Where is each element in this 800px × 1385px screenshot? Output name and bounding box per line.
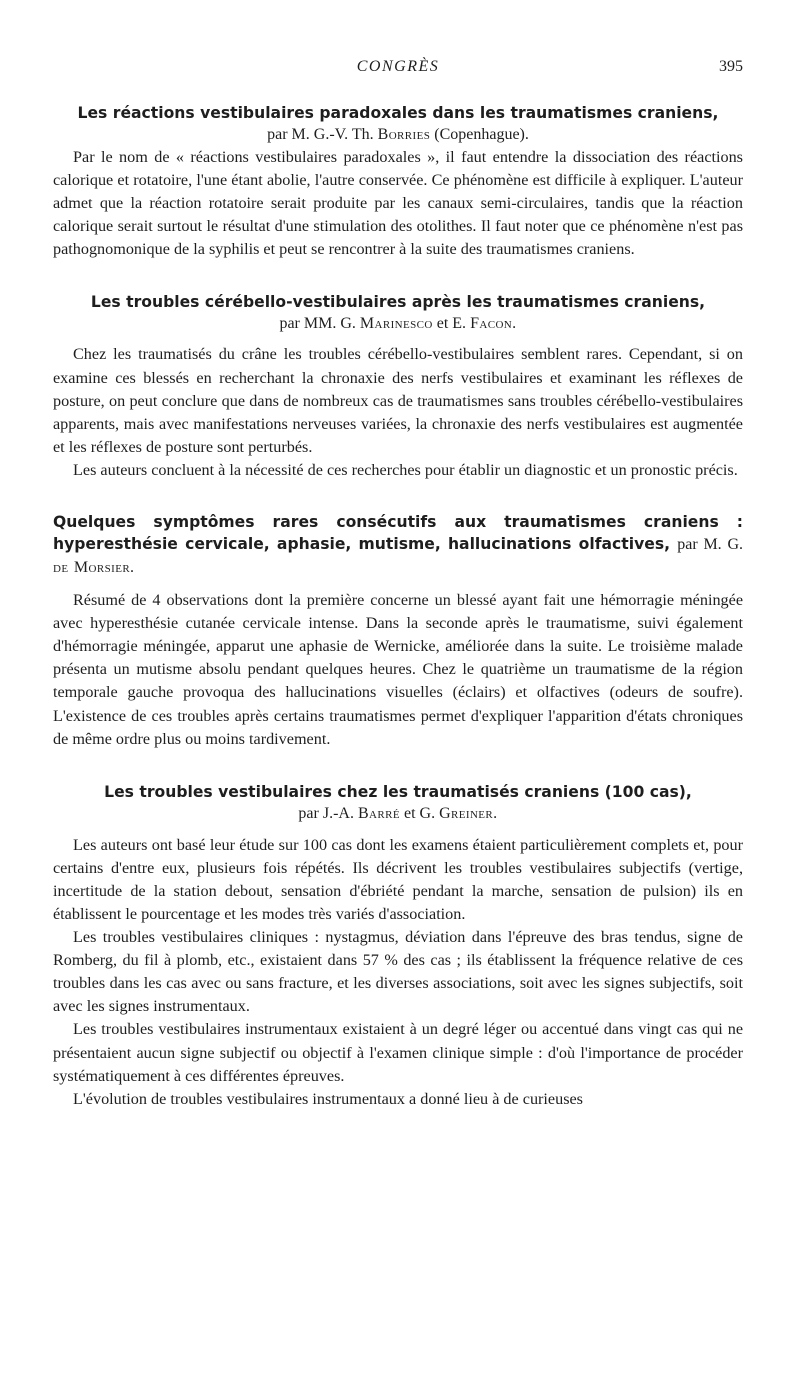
article-paragraph: Les auteurs ont basé leur étude sur 100 cas dont les examens étaient particulièrement complets et, pour certains d'entre eux, plusieurs fois répétés. Ils décrivent les troubles vestibulaires subjectifs (vertige, incertitude de la station debout, sensation d'ébriété pendant la marche, sensation de pulsion) ils en établissent le pourcentage et les modes très variés d'association. [53, 835, 743, 923]
author-name: Barré [357, 804, 400, 822]
byline-mid: et E. [436, 315, 467, 333]
article-title-text: Les troubles cérébello-vestibulaires après les traumatismes craniens, [90, 293, 706, 312]
article-de-morsier [53, 511, 743, 751]
article-paragraph: Résumé de 4 observations dont la première concerne un blessé ayant fait une hémorragie méningée avec hyperesthésie cutanée cervicale intense. Dans la seconde après le traumatisme, suivi également d'hémorragie méningée, apparut une aphasie de Wernicke, améliorée dans la suite. Le troisième malade présenta un mutisme absolu pendant quelques heures. Chez le quatrième un traumatisme de la région temporale gauche provoqua des hallucinations visuelles (éclairs) et olfactives (odeurs de soufre). L'existence de ces troubles après certains traumatismes permet d'expliquer l'apparition d'états chroniques de même ordre plus ou moins tardivement. [53, 591, 743, 748]
article-paragraph: Les troubles vestibulaires cliniques : nystagmus, déviation dans l'épreuve des bras tendus, signe de Romberg, du fil à plomb, etc., existaient dans 57 % des cas ; ils établissent la fréquence relative de ces troubles dans les cas avec ou sans fracture, et les diverses associations, soit avec les signes subjectifs, soit avec les signes instrumentaux. [53, 928, 743, 1016]
byline-suffix: (Copenhague). [434, 126, 529, 143]
article-paragraph: Les auteurs concluent à la nécessité de ces recherches pour établir un diagnostic et un pronostic précis. [73, 460, 738, 479]
author-name-2: Greiner. [439, 804, 498, 822]
author-particle: de [53, 559, 69, 577]
author-name: Morsier. [73, 559, 135, 577]
author-name: Borries [377, 126, 431, 143]
article-title-text: Les troubles vestibulaires chez les traumatisés craniens (100 cas), [104, 782, 692, 801]
journal-page [53, 0, 743, 1385]
byline-mid: et G. [403, 804, 436, 822]
article-marinesco-facon [53, 291, 743, 482]
article-borries [53, 102, 743, 261]
article-barre-greiner [53, 781, 743, 1111]
article-body [53, 343, 743, 482]
running-head [53, 58, 743, 86]
article-byline [53, 124, 743, 146]
article-title-text: Quelques symptômes rares consécutifs aux traumatismes craniens : hyperesthésie cervicale, aphasie, mutisme, hallucinations olfactives, [53, 513, 743, 554]
article-paragraph: Par le nom de « réactions vestibulaires paradoxales », il faut entendre la dissociation des réactions calorique et rotatoire, l'une étant abolie, l'autre conservée. Ce phénomène est difficile à expliquer. L'auteur admet que la réaction rotatoire serait produite par les canaux semi-circulaires, tandis que la réaction calorique serait surtout le résultat d'une stimulation des otolithes. Il faut noter que ce phénomène n'est pas pathognomonique de la syphilis et peut se rencontrer à la suite des traumatismes craniens. [53, 148, 743, 259]
byline-prefix: par MM. G. [279, 315, 356, 333]
article-body [53, 834, 743, 1111]
author-name: Marinesco [359, 315, 433, 333]
byline-prefix: par J.-A. [298, 804, 354, 822]
article-paragraph: Chez les traumatisés du crâne les troubles cérébello-vestibulaires semblent rares. Cependant, si on examine ces blessés en recherchant la chronaxie des nerfs vestibulaires et examinant les réflexes de posture, on peut conclure que dans de nombreux cas de traumatismes sans troubles cérébello-vestibulaires apparents, mais avec manifestations nerveuses variées, la chronaxie des nerfs vestibulaires est augmentée et les réflexes de posture sont perturbés. [53, 345, 743, 456]
article-title [53, 511, 743, 579]
article-paragraph: Les troubles vestibulaires instrumentaux existaient à un degré léger ou accentué dans vingt cas qui ne présentaient aucun signe subjectif ou objectif à l'examen clinique simple : d'où l'importance de procéder systématiquement à ces différentes épreuves. [53, 1020, 743, 1085]
page-number: 395 [719, 58, 743, 75]
author-name-2: Facon. [470, 315, 517, 333]
running-title: CONGRÈS [356, 58, 440, 75]
article-byline [53, 313, 743, 335]
article-byline [53, 803, 743, 825]
article-title [53, 291, 743, 313]
article-title-text: Les réactions vestibulaires paradoxales dans les traumatismes craniens, [77, 104, 719, 122]
article-paragraph: L'évolution de troubles vestibulaires instrumentaux a donné lieu à de curieuses [73, 1089, 583, 1108]
byline-prefix: par M. G.-V. Th. [267, 126, 374, 143]
article-title [53, 102, 743, 124]
article-title [53, 781, 743, 803]
byline-prefix: par M. G. [677, 536, 743, 554]
article-body [53, 589, 743, 751]
